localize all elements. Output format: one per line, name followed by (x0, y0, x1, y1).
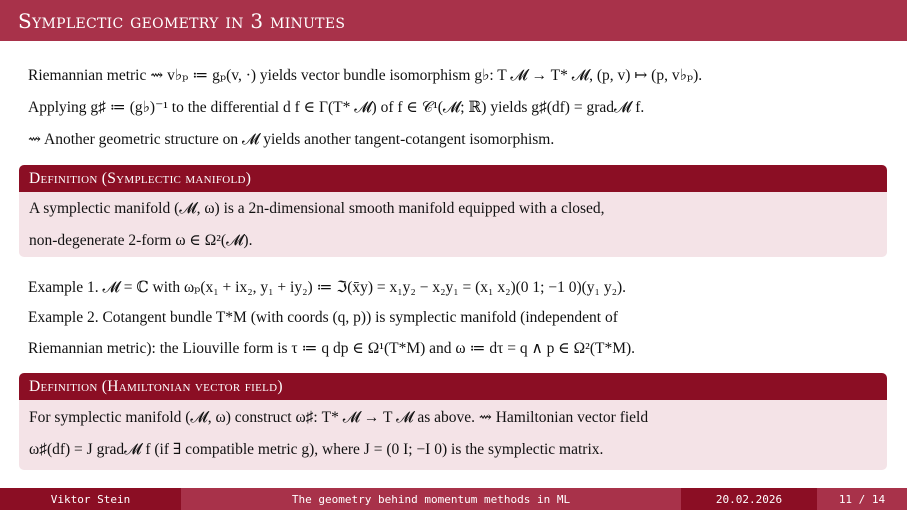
footer-bar (0, 488, 907, 510)
text-line-applying: Applying g♯ ≔ (g♭)⁻¹ to the differential d f ∈ Γ(T* 𝓜) of f ∈ 𝒞¹(𝓜; ℝ) yields g♯(df) = grad𝓜 f. (28, 99, 645, 116)
definition-block-symplectic (19, 165, 887, 257)
definition-body-symplectic (19, 192, 887, 257)
footer-talk-title: The geometry behind momentum methods in ML (181, 488, 681, 510)
definition-block-hamiltonian (19, 373, 887, 470)
text-line-riemannian: Riemannian metric ⇝ v♭ₚ ≔ gₚ(v, ·) yields vector bundle isomorphism g♭: T 𝓜 → T* 𝓜, (p, v) ↦ (p, v♭ₚ). (28, 67, 703, 84)
definition-header-hamiltonian: Definition (Hamiltonian vector field) (19, 373, 887, 400)
definition-text-line: A symplectic manifold (𝓜, ω) is a 2n-dimensional smooth manifold equipped with a closed, (29, 200, 605, 217)
footer-date: 20.02.2026 (681, 488, 817, 510)
example-2-line-2: Riemannian metric): the Liouville form is τ ≔ q dp ∈ Ω¹(T*M) and ω ≔ dτ = q ∧ p ∈ Ω²(T*M). (28, 340, 636, 357)
slide-title: Symplectic geometry in 3 minutes (18, 8, 346, 33)
footer-page-number: 11 / 14 (817, 488, 907, 510)
definition-text-line: non-degenerate 2-form ω ∈ Ω²(𝓜). (29, 232, 253, 249)
text-line-another-structure: ⇝ Another geometric structure on 𝓜 yields another tangent-cotangent isomorphism. (28, 131, 555, 148)
definition-text-line: For symplectic manifold (𝓜, ω) construct ω♯: T* 𝓜 → T 𝓜 as above. ⇝ Hamiltonian vector field (29, 409, 649, 426)
example-1: Example 1. 𝓜 = ℂ with ωₚ(x₁ + ix₂, y₁ + iy₂) ≔ ℑ(x̄y) = x₁y₂ − x₂y₁ = (x₁ x₂)(0 1; −1 0)(y₁ y₂). (28, 279, 627, 296)
example-2-line-1: Example 2. Cotangent bundle T*M (with coords (q, p)) is symplectic manifold (independent of (28, 309, 618, 326)
footer-author: Viktor Stein (0, 488, 181, 510)
slide-title-bar (0, 0, 907, 41)
definition-body-hamiltonian (19, 400, 887, 470)
definition-header-symplectic: Definition (Symplectic manifold) (19, 165, 887, 192)
definition-text-line: ω♯(df) = J grad𝓜 f (if ∃ compatible metric g), where J = (0 I; −I 0) is the symplectic matrix. (29, 441, 604, 458)
